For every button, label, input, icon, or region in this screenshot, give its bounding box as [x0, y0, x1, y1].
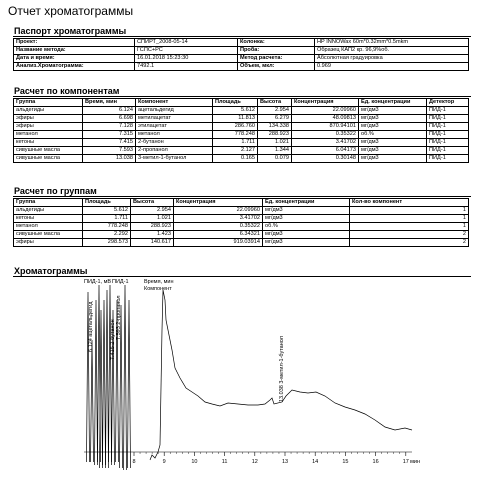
components-cell: 2.127 — [213, 147, 258, 155]
chromatogram-peak — [109, 285, 112, 462]
groups-cell: метанол — [14, 223, 83, 231]
x-tick-label: 8 — [132, 459, 136, 465]
passport-label: Объем, мкл: — [238, 63, 315, 71]
passport-label: Колонка: — [238, 39, 315, 47]
components-cell: ПИД-1 — [427, 139, 469, 147]
components-cell: альдегиды — [14, 107, 83, 115]
chromatogram-title: Хроматограммы — [14, 266, 88, 276]
components-cell: ПИД-1 — [427, 131, 469, 139]
groups-header: Концентрация — [174, 199, 263, 207]
components-cell: 3.41702 — [292, 139, 359, 147]
passport-value: 7492.1 — [135, 63, 238, 71]
components-cell: сивушные масла — [14, 155, 83, 163]
passport-label: Метод расчета: — [238, 55, 315, 63]
groups-cell: 140.617 — [131, 239, 174, 247]
components-cell: мг/дм3 — [359, 139, 427, 147]
components-cell: мг/дм3 — [359, 123, 427, 131]
groups-header: Площадь — [83, 199, 131, 207]
groups-cell: мг/дм3 — [263, 215, 350, 223]
components-cell: 2-пропанол — [136, 147, 213, 155]
components-cell: кетоны — [14, 139, 83, 147]
groups-cell: 1 — [350, 223, 469, 231]
components-cell: 48.09813 — [292, 115, 359, 123]
groups-cell: 22.09960 — [174, 207, 263, 215]
components-cell: сивушные масла — [14, 147, 83, 155]
groups-header: Кол-во компонент — [350, 199, 469, 207]
x-unit-label: мин — [410, 459, 420, 465]
x-tick-label: 12 — [251, 459, 258, 465]
components-cell: 6.279 — [258, 115, 292, 123]
passport-value: 16.01.2018 15:23:30 — [135, 55, 238, 63]
chromatogram-peak — [103, 300, 106, 465]
components-cell: ПИД-1 — [427, 107, 469, 115]
groups-header: Высота — [131, 199, 174, 207]
components-cell: 286.760 — [213, 123, 258, 131]
components-cell: 2.954 — [258, 107, 292, 115]
components-header: Площадь — [213, 99, 258, 107]
components-cell: 288.923 — [258, 131, 292, 139]
passport-label: Анализ.Хроматограмма: — [14, 63, 135, 71]
detector-label: ПИД-1, мВ — [84, 279, 112, 285]
groups-header: Ед. концентрации — [263, 199, 350, 207]
components-cell: 5.612 — [213, 107, 258, 115]
groups-cell: 1.711 — [83, 215, 131, 223]
components-cell: 6.124 — [83, 107, 136, 115]
chromatogram-peak — [100, 310, 103, 468]
components-cell: ПИД-1 — [427, 123, 469, 131]
components-cell: 2-бутанон — [136, 139, 213, 147]
components-cell: об.% — [359, 131, 427, 139]
report-title: Отчет хроматограммы — [8, 4, 134, 18]
groups-cell: 2.292 — [83, 231, 131, 239]
components-cell: 22.09960 — [292, 107, 359, 115]
groups-title: Расчет по группам — [14, 186, 97, 196]
components-cell: 778.248 — [213, 131, 258, 139]
components-cell: ПИД-1 — [427, 155, 469, 163]
components-cell: эфиры — [14, 115, 83, 123]
trace-time-label: Время, мин — [144, 279, 174, 285]
passport-value: СПИРТ_2008-05-14 — [135, 39, 238, 47]
passport-label: Название метода: — [14, 47, 135, 55]
groups-cell: 288.923 — [131, 223, 174, 231]
components-cell: метанол — [136, 131, 213, 139]
groups-cell: 2 — [350, 231, 469, 239]
groups-cell: мг/дм3 — [263, 207, 350, 215]
passport-label: Проба: — [238, 47, 315, 55]
groups-cell: кетоны — [14, 215, 83, 223]
chromatogram-peak — [128, 300, 131, 468]
components-cell: 1.021 — [258, 139, 292, 147]
trace-component-label: Компонент — [144, 286, 172, 292]
components-cell: 1.344 — [258, 147, 292, 155]
components-title: Расчет по компонентам — [14, 86, 120, 96]
groups-cell: 5.612 — [83, 207, 131, 215]
components-cell: 1.711 — [213, 139, 258, 147]
groups-cell: 1.021 — [131, 215, 174, 223]
components-cell: метилацетат — [136, 115, 213, 123]
components-header: Ед. концентрации — [359, 99, 427, 107]
peak-label: 7.593 2-пропанол — [116, 295, 122, 340]
components-cell: 7.315 — [83, 131, 136, 139]
components-cell: 13.038 — [83, 155, 136, 163]
groups-cell: мг/дм3 — [263, 231, 350, 239]
groups-cell: сивушные масла — [14, 231, 83, 239]
components-cell: 0.30148 — [292, 155, 359, 163]
groups-cell: 298.573 — [83, 239, 131, 247]
groups-cell: мг/дм3 — [263, 239, 350, 247]
components-header: Концентрация — [292, 99, 359, 107]
groups-cell: 3.41702 — [174, 215, 263, 223]
chromatogram-peak — [95, 300, 98, 465]
components-header: Высота — [258, 99, 292, 107]
groups-cell: альдегиды — [14, 207, 83, 215]
peak-label: 6.124 ацетальдегид — [88, 301, 94, 352]
components-cell: мг/дм3 — [359, 147, 427, 155]
components-cell: ПИД-1 — [427, 115, 469, 123]
x-tick-label: 15 — [342, 459, 349, 465]
chromatogram-peak — [106, 290, 109, 468]
passport-title: Паспорт хроматограммы — [14, 26, 127, 36]
components-cell: мг/дм3 — [359, 155, 427, 163]
components-cell: 870.94101 — [292, 123, 359, 131]
components-cell: 0.079 — [258, 155, 292, 163]
peak-label: 7.415 2-бутанон — [110, 319, 116, 360]
groups-cell: 0.35322 — [174, 223, 263, 231]
components-cell: 134.338 — [258, 123, 292, 131]
groups-cell: 778.248 — [83, 223, 131, 231]
groups-cell: об.% — [263, 223, 350, 231]
components-cell: эфиры — [14, 123, 83, 131]
components-header: Детектор — [427, 99, 469, 107]
components-cell: 6.698 — [83, 115, 136, 123]
passport-value: HP INNOWax 60m*0.32mm*0.5mkm — [315, 39, 469, 47]
components-cell: 6.04173 — [292, 147, 359, 155]
components-cell: метанол — [14, 131, 83, 139]
chromatogram-peak — [91, 340, 94, 462]
groups-cell: 1 — [350, 215, 469, 223]
passport-label: Дата и время: — [14, 55, 135, 63]
groups-cell: 2 — [350, 239, 469, 247]
passport-value: Образец КАП2 кр. 96,9%об. — [315, 47, 469, 55]
components-cell: этилацетат — [136, 123, 213, 131]
x-tick-label: 17 — [402, 459, 409, 465]
groups-cell: 1 — [350, 207, 469, 215]
groups-cell: эфиры — [14, 239, 83, 247]
x-tick-label: 10 — [191, 459, 198, 465]
components-cell: 7.128 — [83, 123, 136, 131]
components-cell: ацетальдегид — [136, 107, 213, 115]
components-cell: мг/дм3 — [359, 107, 427, 115]
peak-label: 13.038 3-метил-1-бутанол — [279, 336, 285, 402]
components-cell: 7.593 — [83, 147, 136, 155]
components-cell: 0.35322 — [292, 131, 359, 139]
components-cell: 7.415 — [83, 139, 136, 147]
groups-cell: 1.423 — [131, 231, 174, 239]
x-tick-label: 11 — [221, 459, 228, 465]
passport-value: ГСПС+РС — [135, 47, 238, 55]
components-cell: ПИД-1 — [427, 147, 469, 155]
components-header: Время, мин — [83, 99, 136, 107]
groups-cell: 919.03914 — [174, 239, 263, 247]
components-header: Группа — [14, 99, 83, 107]
passport-value: 0.969 — [315, 63, 469, 71]
chromatogram-peak — [124, 285, 127, 470]
x-tick-label: 14 — [312, 459, 319, 465]
detector-label: ПИД-1 — [112, 279, 129, 285]
components-cell: 11.813 — [213, 115, 258, 123]
passport-label: Проект: — [14, 39, 135, 47]
groups-cell: 6.34321 — [174, 231, 263, 239]
components-header: Компонент — [136, 99, 213, 107]
components-cell: мг/дм3 — [359, 115, 427, 123]
groups-header: Группа — [14, 199, 83, 207]
groups-cell: 2.954 — [131, 207, 174, 215]
x-tick-label: 13 — [281, 459, 289, 465]
x-tick-label: 9 — [162, 459, 166, 465]
components-cell: 3-метил-1-бутанол — [136, 155, 213, 163]
components-cell: 0.165 — [213, 155, 258, 163]
x-tick-label: 16 — [372, 459, 379, 465]
passport-value: Абсолютная градуировка — [315, 55, 469, 63]
